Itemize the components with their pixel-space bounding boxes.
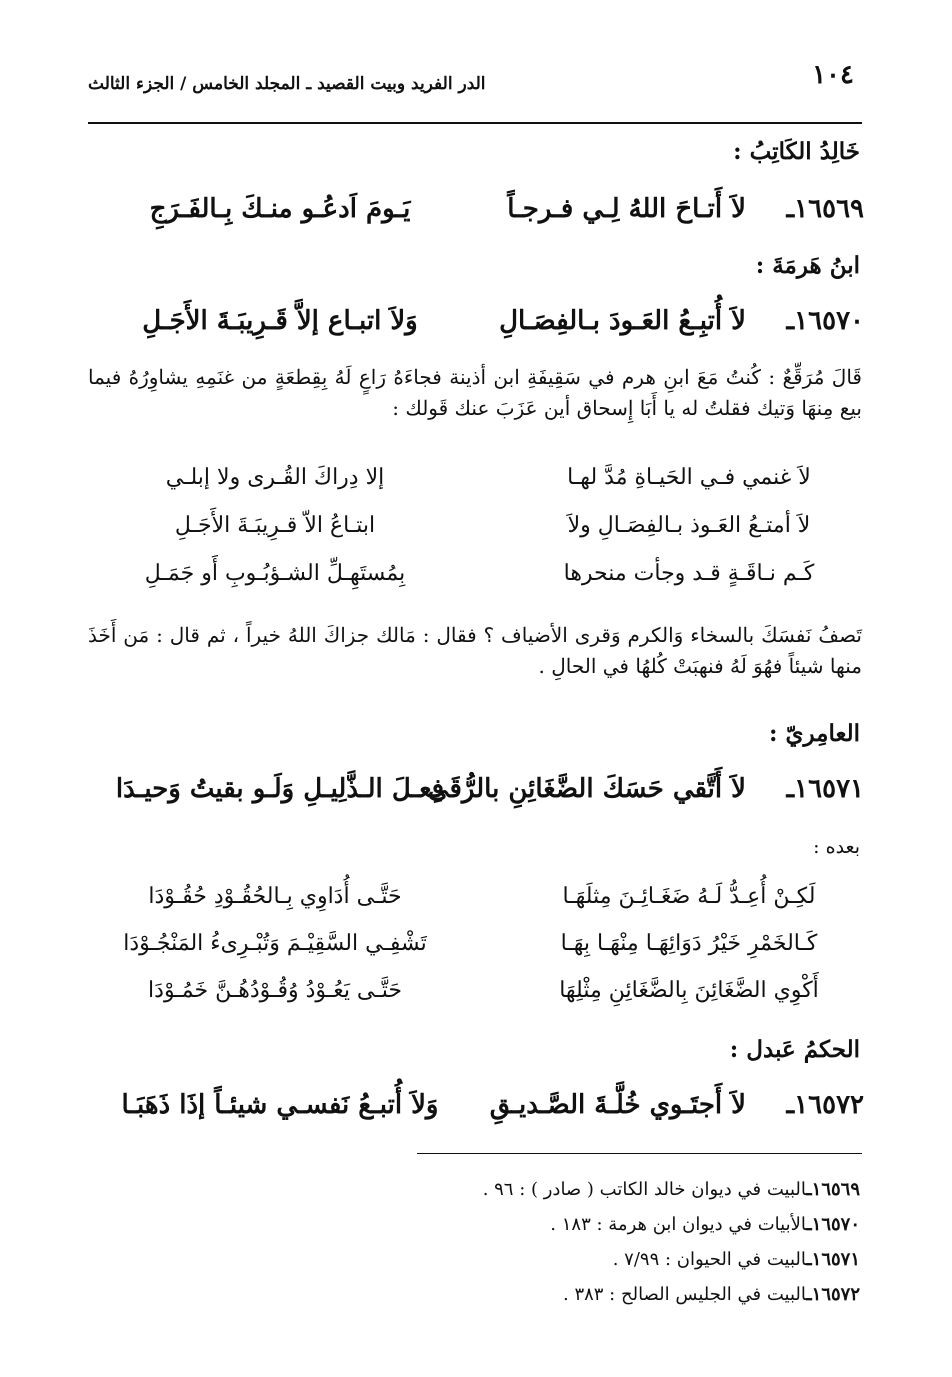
footnote — [200, 1207, 860, 1242]
verse-number: ١٦٥٧٢ـ — [786, 1090, 864, 1120]
verse-hemistich-first: لاَ أَجتَـوي خُلَّـةَ الصَّـديـقِ — [489, 1090, 746, 1120]
footnotes — [200, 1172, 860, 1312]
prose-text: قَالَ مُرَقِّعٌ : كُنتُ مَعَ ابنِ هرم في سَقِيفَةِ ابن أذينة فجاءَهُ رَاعٍ لَهُ بِقِطعَةٍ من غنَمِهِ يشاوِرُهُ فيما بيع مِنهَا وَتيك فقلتُ له يا أَبَا إِسحاق أين عَزَبَ عنك قَولك : — [88, 365, 862, 420]
verse-hemistich-second: فِعـلَ الـذَّلِيـلِ وَلَـو بقيتُ وَحيـدَا — [115, 774, 445, 804]
couplet — [110, 884, 854, 924]
verse-hemistich-second: يَـومَ اَدعُـو منـكَ بِـالفَـرَجِ — [149, 194, 411, 224]
page-header — [88, 58, 862, 108]
verse-number: ١٦٥٧١ـ — [786, 774, 864, 804]
couplet — [110, 561, 854, 601]
poet-name: العامِريّ : — [768, 720, 860, 747]
header-divider — [88, 122, 862, 124]
poet-name: ابنُ هَرمَةَ : — [755, 252, 860, 279]
verse-number: ١٦٥٦٩ـ — [786, 194, 864, 224]
footnote — [200, 1277, 860, 1312]
couplet-first-half: لاَ أمتـعُ العَـوذ بـالفِصَـالِ ولاَ — [567, 513, 811, 538]
footnote-number: ١٦٥٦٩ـ — [806, 1179, 860, 1200]
page-number: ١٠٤ — [812, 60, 854, 90]
poet-name: خَالِدُ الكَاتِبُ : — [733, 138, 860, 165]
verse-16572 — [90, 1090, 864, 1130]
verse-16571 — [90, 774, 864, 814]
verse-hemistich-second: وَلاَ أُتبـعُ نَفسـي شيئـاً إذَا ذَهَبَـا — [121, 1090, 439, 1120]
couplet — [110, 465, 854, 505]
footnote-text: الأبيات في ديوان ابن هرمة : ١٨٣ . — [550, 1214, 807, 1235]
verse-number: ١٦٥٧٠ـ — [786, 306, 864, 336]
couplet-second-half: بِمُستَهِـلِّ الشـؤبُـوبِ أَو جَمَـلِ — [144, 561, 406, 586]
footnote-text: البيت في الجليس الصالح : ٣٨٣ . — [562, 1284, 807, 1305]
couplet-first-half: لَكِـنْ أُعِـدُّ لَـهُ ضَغَـائِـنَ مِثلَهَـا — [562, 884, 816, 909]
footnote — [200, 1172, 860, 1207]
couplet-first-half: كَـم نـاقَـةٍ قـد وجأت منحرها — [563, 561, 815, 586]
after-label: بعده : — [813, 836, 860, 858]
footnote-number: ١٦٥٧٠ـ — [806, 1214, 860, 1235]
couplet-first-half: أَكْوِي الضَّغَائِنَ بِالضَّغَائِنِ مِثْلِهَا — [559, 978, 819, 1003]
prose-paragraph — [88, 620, 862, 682]
footnote — [200, 1242, 860, 1277]
couplet-second-half: تَشْفِـي السَّقِيْـمَ وَتُبْـرِىءُ المَنْجُـوْدَا — [123, 931, 427, 956]
couplet — [110, 931, 854, 971]
couplet — [110, 513, 854, 553]
footnote-number: ١٦٥٧٢ـ — [806, 1284, 860, 1305]
prose-text: تَصفُ نَفسَكَ بالسخاء وَالكرم وَقرى الأضياف ؟ فقال : مَالك جزاكَ اللهُ خيراً ، ثم قال : مَن أَخَذَ منها شيئاً فهُوَ لَهُ فنهبَتْ كُلهُا في الحالِ . — [88, 623, 862, 678]
running-title: الدر الفريد وبيت القصيد ـ المجلد الخامس / الجزء الثالث — [88, 74, 486, 94]
verse-hemistich-second: وَلاَ اتبـاع إلاَّ قَـرِيبَـةَ الأَجَـلِ — [142, 306, 418, 336]
couplet-second-half: حَتَّـى يَعُـوْدُ وُقُـوْدُهُـنَّ خَمُـوْدَا — [148, 978, 402, 1003]
couplet — [110, 978, 854, 1018]
footnote-text: البيت في الحيوان : ٧/٩٩ . — [612, 1249, 807, 1270]
footnote-divider — [417, 1153, 862, 1154]
couplet-first-half: لاَ غنمي فـي الحَيـاةِ مُدَّ لهـا — [567, 465, 811, 490]
couplet-first-half: كَـالخَمْرِ خَيْرُ دَوَائِهَـا مِنْهَـا بِهَـا — [560, 931, 818, 956]
couplet-second-half: ابتـاعُ الاّ قـرِيبَـةَ الأَجَـلِ — [174, 513, 376, 538]
verse-hemistich-first: لاَ أُتبِـعُ العَـودَ بـالفِصَـالِ — [499, 306, 746, 336]
verse-hemistich-first: لاَ أَتَّقي حَسَكَ الضَّغَائِنِ بالرُّقَى — [427, 774, 746, 804]
couplet-second-half: إلا دِراكَ القُـرى ولا إبلـي — [165, 465, 385, 490]
couplet-second-half: حَتَّـى أُدَاوِي بِـالحُقُـوْدِ حُقُـوْدَا — [148, 884, 402, 909]
footnote-text: البيت في ديوان خالد الكاتب ( صادر ) : ٩٦ . — [482, 1179, 807, 1200]
poet-name: الحكمُ عَبدل : — [729, 1036, 860, 1063]
verse-16569 — [90, 194, 864, 234]
verse-16570 — [90, 306, 864, 346]
prose-paragraph — [88, 362, 862, 424]
footnote-number: ١٦٥٧١ـ — [806, 1249, 860, 1270]
verse-hemistich-first: لاَ أَتـاحَ اللهُ لِـي فـرجـاً — [507, 194, 746, 224]
